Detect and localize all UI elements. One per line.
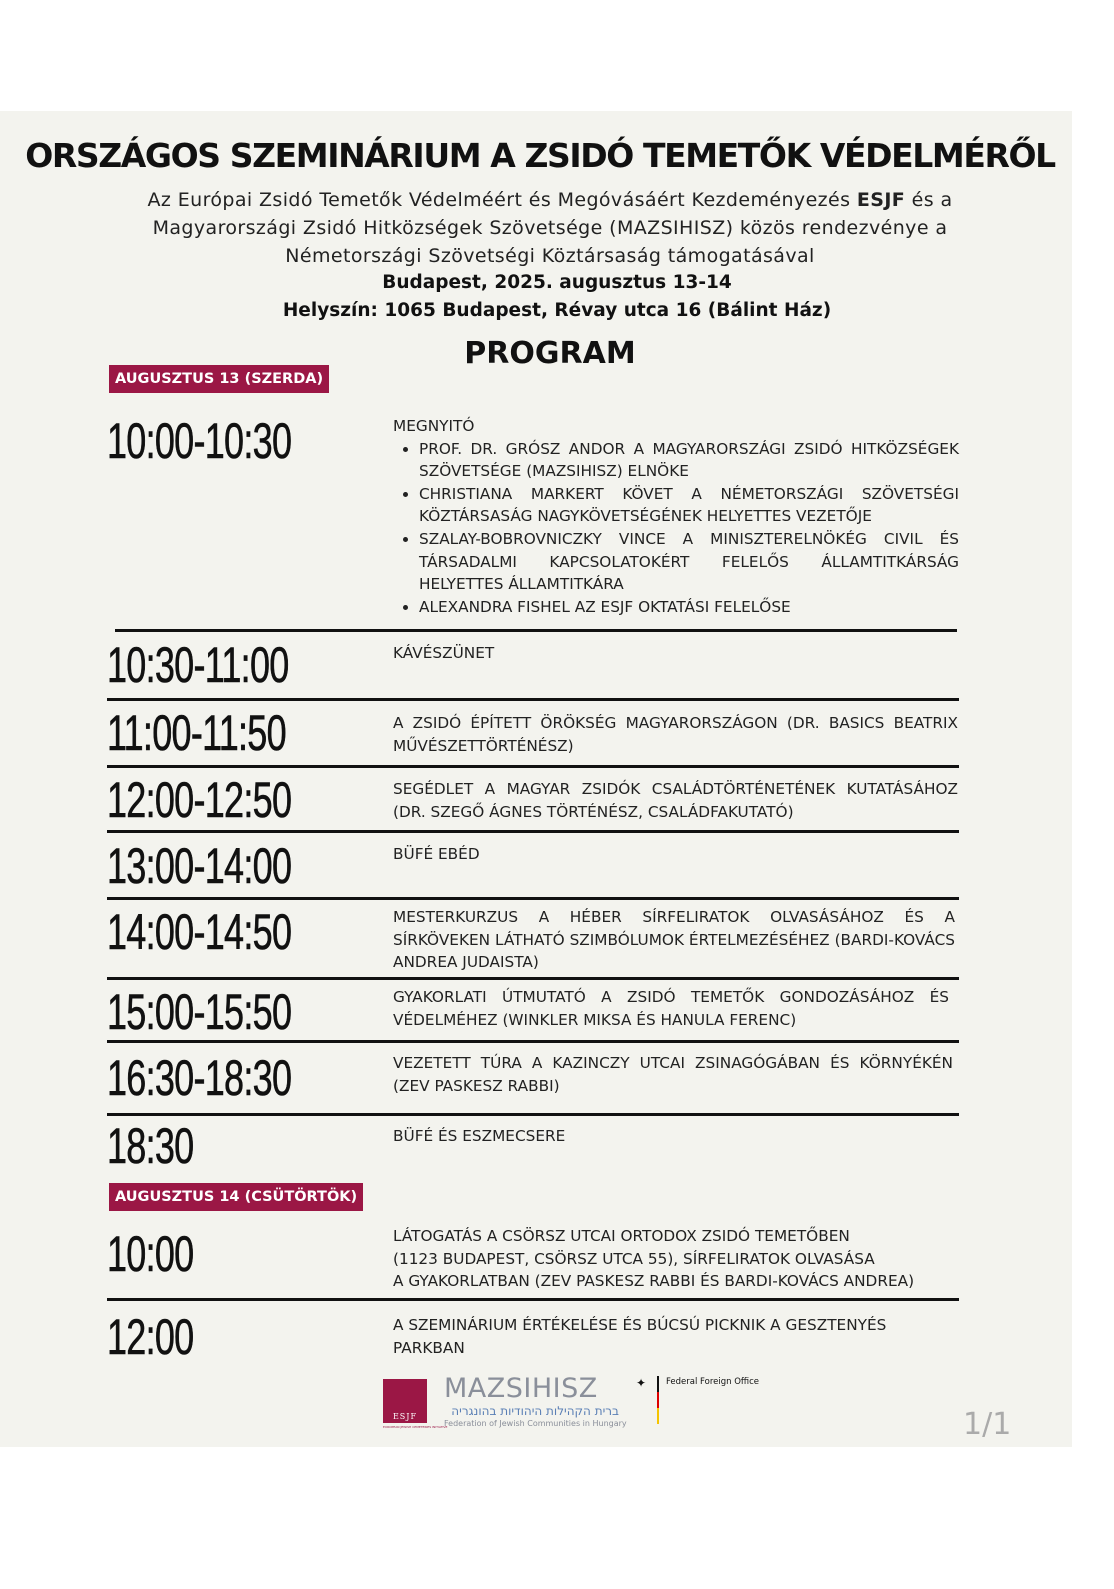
item-heading: MEGNYITÓ [393,417,475,435]
esjf-logo-subtext: EUROPEAN JEWISH CEMETERIES INITIATIVE [383,1425,448,1429]
flag-stripe-gold [657,1408,659,1424]
text-line: LÁTOGATÁS A CSÖRSZ UTCAI ORTODOX ZSIDÓ TEMETŐBEN [393,1227,850,1245]
schedule-item-text: BÜFÉ EBÉD [393,845,480,863]
schedule-item-text: BÜFÉ ÉS ESZMECSERE [393,1127,566,1145]
divider [115,629,957,632]
schedule-item-text [393,1225,973,1293]
list-item: • PROF. DR. GRÓSZ ANDOR A MAGYARORSZÁGI ZSIDÓ HITKÖZSÉGEK SZÖVETSÉGE (MAZSIHISZ) ELNÖKE [419,438,959,483]
flag-stripe-red [657,1392,659,1408]
time-slot: 12:00 [107,1309,194,1365]
list-item: • CHRISTIANA MARKERT KÖVET A NÉMETORSZÁGI SZÖVETSÉGI KÖZTÁRSASÁG NAGYKÖVETSÉGÉNEK HELYETTES VEZETŐJE [419,483,959,528]
schedule-item-text: A ZSIDÓ ÉPÍTETT ÖRÖKSÉG MAGYARORSZÁGON (DR. BASICS BEATRIX MŰVÉSZETTÖRTÉNÉSZ) [393,714,958,755]
text-line: A GYAKORLATBAN (ZEV PASKESZ RABBI ÉS BARDI-KOVÁCS ANDREA) [393,1272,915,1291]
list-item: • SZALAY-BOBROVNICZKY VINCE A MINISZTERELNÖKÉG CIVIL ÉS TÁRSADALMI KAPCSOLATOKÉRT FELELŐS ÁLLAMTITKÁRSÁG HELYETTES ÁLLAMTITKÁRA [419,528,959,596]
esjf-logo [383,1379,448,1433]
divider [107,698,959,701]
schedule-item-text: GYAKORLATI ÚTMUTATÓ A ZSIDÓ TEMETŐK GONDOZÁSÁHOZ ÉS VÉDELMÉHEZ (WINKLER MIKSA ÉS HANULA FERENC) [393,988,949,1029]
time-slot: 13:00-14:00 [107,838,292,894]
intro-line-2: Magyarországi Zsidó Hitközségek Szövetsége (MAZSIHISZ) közös rendezvénye a [152,217,948,239]
event-venue: Helyszín: 1065 Budapest, Révay utca 16 (Bálint Ház) [282,300,832,321]
divider [107,765,959,768]
schedule-item-text: VEZETETT TÚRA A KAZINCZY UTCAI ZSINAGÓGÁBAN ÉS KÖRNYÉKÉN (ZEV PASKESZ RABBI) [393,1054,953,1095]
time-slot: 12:00-12:50 [107,772,292,828]
mazsihisz-name: MAZSIHISZ [444,1373,598,1404]
page-title: ORSZÁGOS SZEMINÁRIUM A ZSIDÓ TEMETŐK VÉDELMÉRŐL [25,136,1055,175]
time-slot: 14:00-14:50 [107,904,292,960]
schedule-item-text: A SZEMINÁRIUM ÉRTÉKELÉSE ÉS BÚCSÚ PICKNIK A GESZTENYÉS PARKBAN [393,1316,887,1357]
intro-line-1: Az Európai Zsidó Temetők Védelméért és Megóvásáért Kezdeményezés ESJF és a [147,189,953,211]
schedule-item-opening [393,415,959,618]
schedule-item-text: MESTERKURZUS A HÉBER SÍRFELIRATOK OLVASÁSÁHOZ ÉS A SÍRKÖVEKEN LÁTHATÓ SZIMBÓLUMOK ÉRTELMEZÉSÉHEZ (BARDI-KOVÁCS ANDREA JUDAISTA) [393,908,955,972]
divider [107,830,959,833]
page-indicator: 1/1 [963,1407,1012,1442]
time-slot: 10:00 [107,1226,194,1282]
divider [107,977,959,980]
time-slot: 15:00-15:50 [107,984,292,1040]
list-item: • ALEXANDRA FISHEL AZ ESJF OKTATÁSI FELELŐSE [419,596,959,619]
flag-stripe-black [657,1376,659,1392]
federal-office-text: Federal Foreign Office [666,1377,760,1387]
time-slot: 10:30-11:00 [107,637,289,693]
schedule-item-text: SEGÉDLET A MAGYAR ZSIDÓK CSALÁDTÖRTÉNETÉNEK KUTATÁSÁHOZ (DR. SZEGŐ ÁGNES TÖRTÉNÉSZ, CSALÁDFAKUTATÓ) [393,780,958,821]
divider [107,1113,959,1116]
mazsihisz-logo [444,1374,634,1434]
time-slot: 18:30 [107,1118,194,1174]
day2-badge: AUGUSZTUS 14 (CSÜTÖRTÖK) [109,1183,363,1211]
time-slot: 11:00-11:50 [107,705,286,761]
mazsihisz-hebrew: ברית הקהילות היהודיות בהונגריה [451,1404,619,1418]
intro-line-3: Németországi Szövetségi Köztársaság támogatásával [285,245,815,267]
text-line: (1123 BUDAPEST, CSÖRSZ UTCA 55), SÍRFELIRATOK OLVASÁSA [393,1249,875,1268]
speaker-list [393,438,959,619]
schedule-item-text: KÁVÉSZÜNET [393,644,495,662]
eagle-icon: ✦ [636,1376,647,1390]
day1-badge: AUGUSZTUS 13 (SZERDA) [109,365,329,393]
federal-foreign-office-logo [636,1376,766,1426]
divider [107,1298,959,1301]
mazsihisz-english: Federation of Jewish Communities in Hungary [444,1419,627,1428]
time-slot: 16:30-18:30 [107,1050,292,1106]
event-date: Budapest, 2025. augusztus 13-14 [382,272,732,293]
time-slot: 10:00-10:30 [107,413,292,469]
esjf-logo-text: ESJF [392,1412,418,1421]
esjf-logo-mark [383,1379,427,1423]
divider [107,897,959,900]
program-heading: PROGRAM [464,336,636,371]
divider [107,1040,959,1043]
